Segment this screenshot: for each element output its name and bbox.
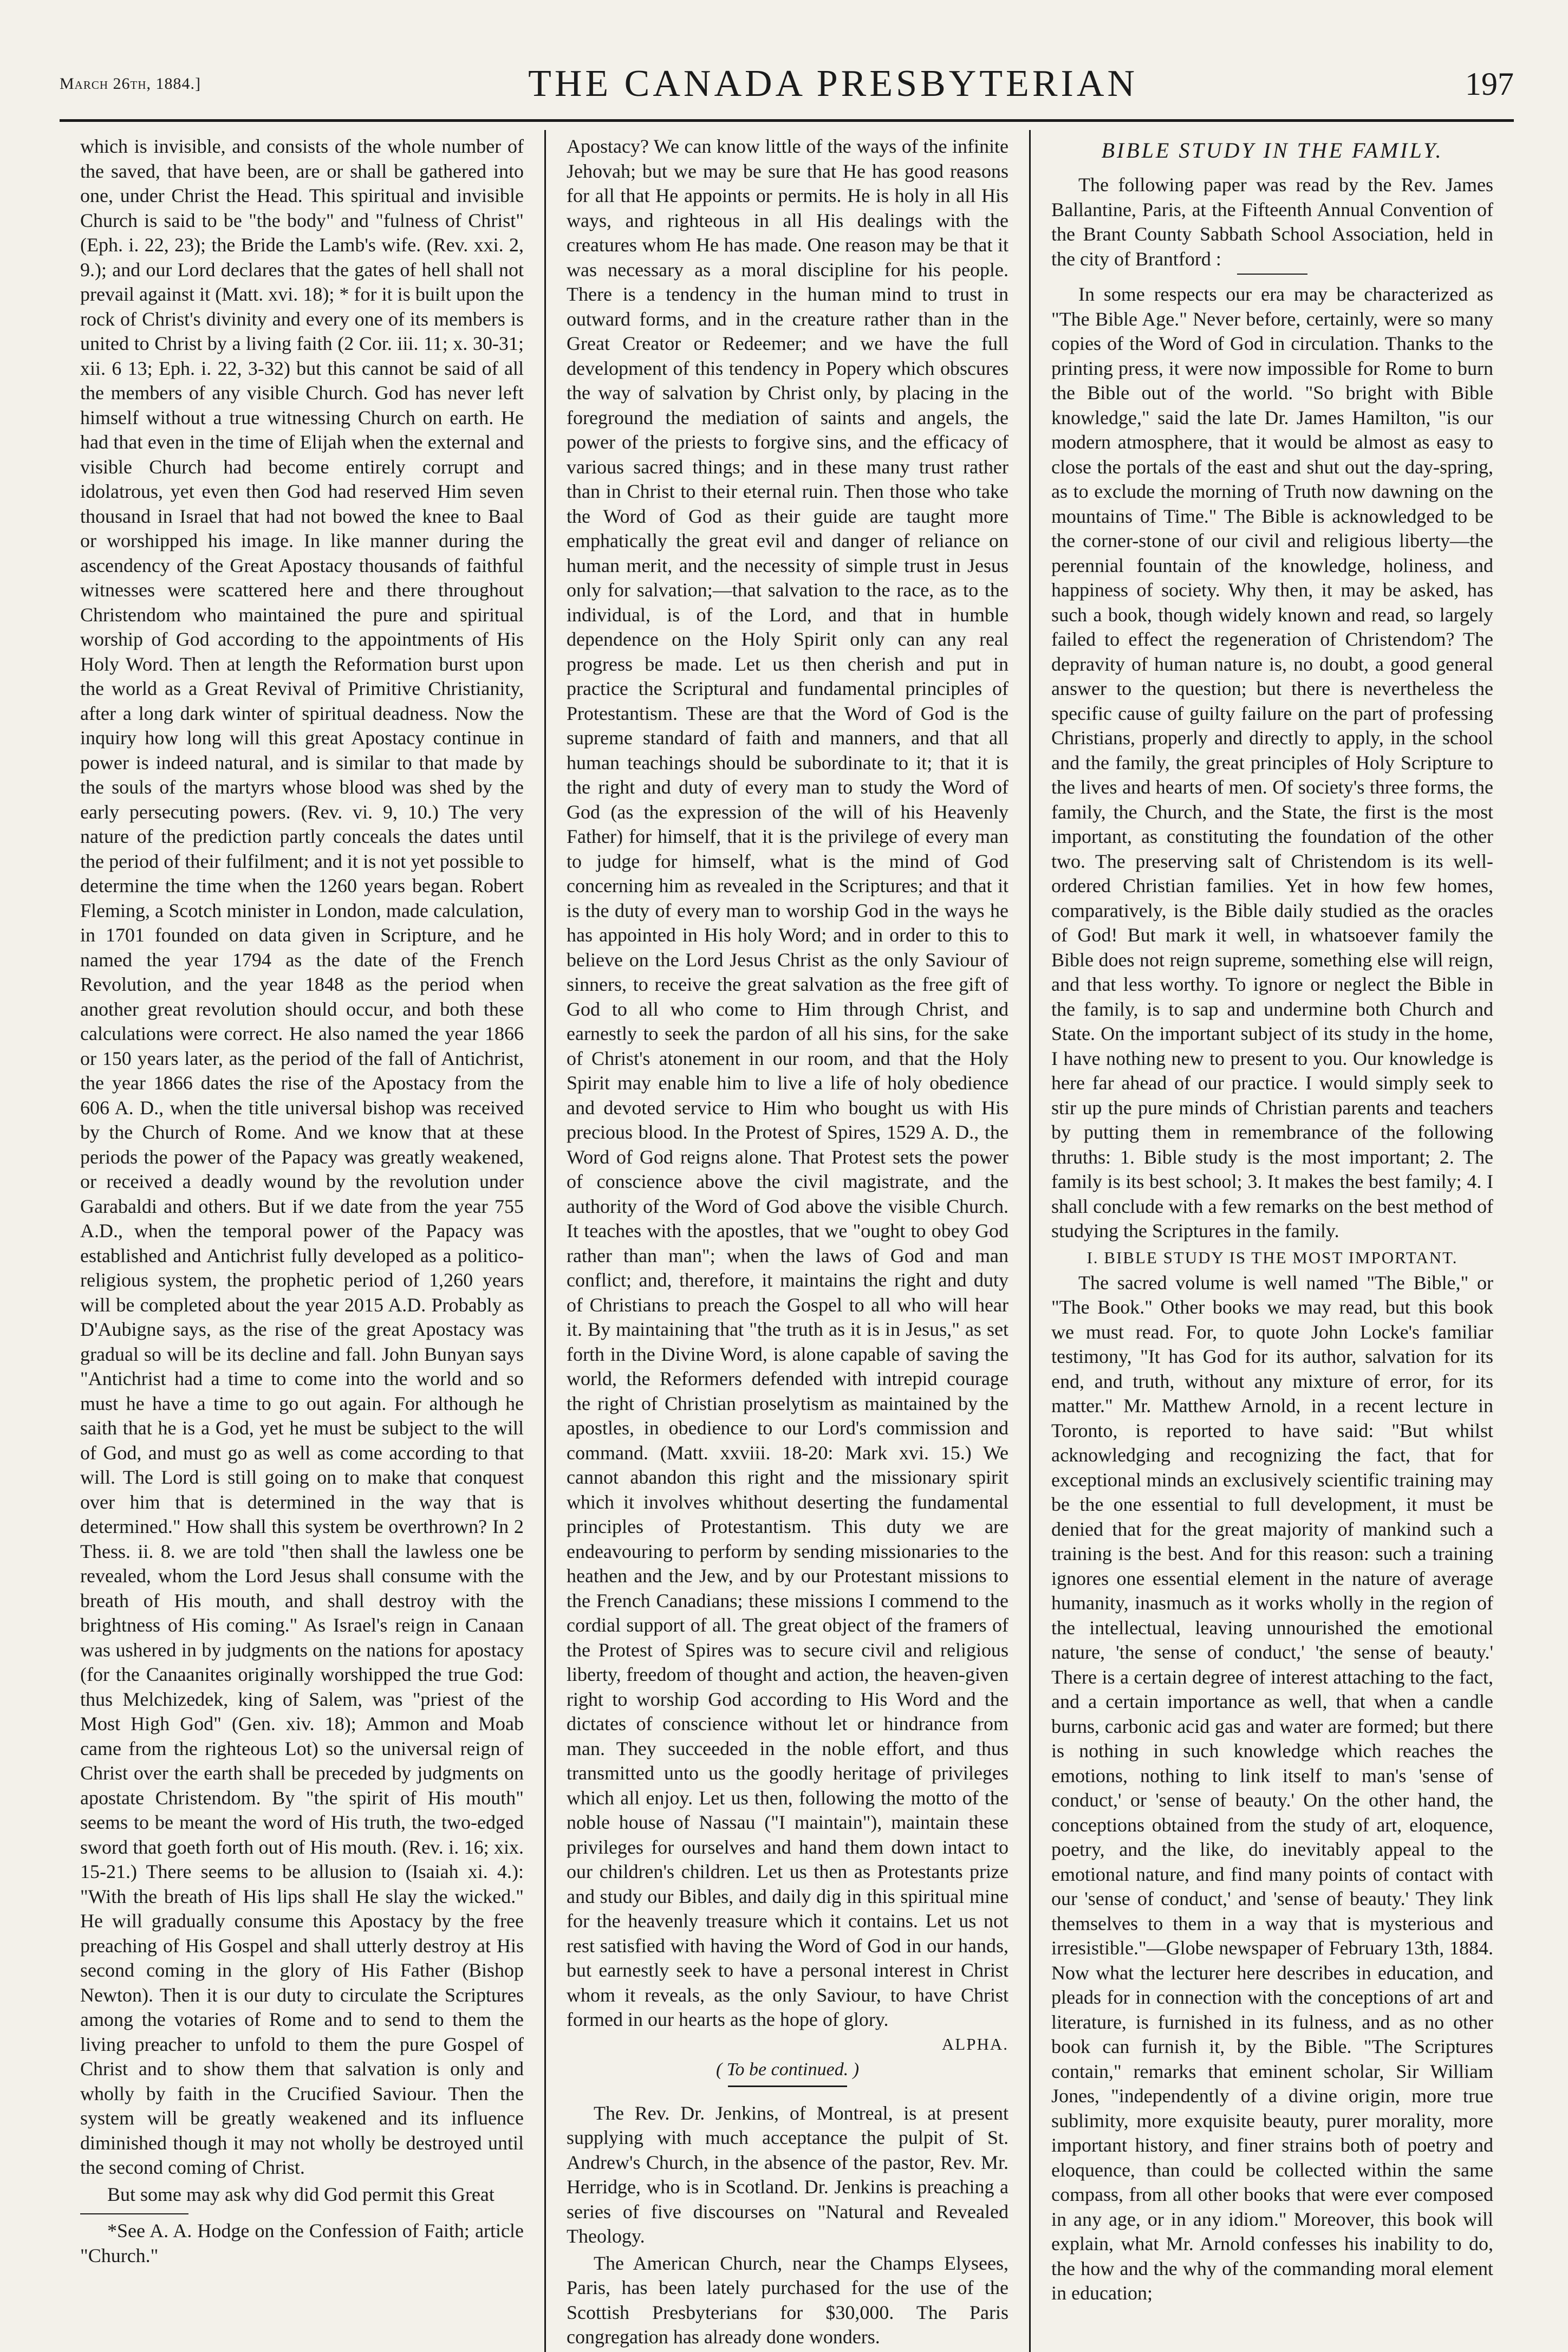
article-paragraph: which is invisible, and consists of the whole number of the saved, that have been, are or shall be gathered into one, under Christ the Head. This spiritual and invisible Church is said to be "the body" and "fulness of Christ" (Eph. i. 22, 23); the Bride the Lamb's wife. (Rev. xxi. 2, 9.); and our Lord declares that the gates of hell shall not prevail against it (Matt. xvi. 18); * for it is built upon the rock of Christ's divinity and every one of its members is united to Christ by a living faith (2 Cor. iii. 11; x. 30-31; xii. 6 13; Eph. i. 22, 3-32) but this cannot be said of all the members of any visible Church. God has never left himself without a true witnessing Church on earth. He had that even in the time of Elijah when the external and visible Church had become entirely corrupt and idolatrous, yet even then God had reserved Him seven thousand in Israel that had not bowed the knee to Baal or worshipped his image. In like manner during the ascendency of the Great Apostacy thousands of faithful witnesses were scattered here and there throughout Christendom who maintained the pure and spiritual worship of God according to the appointments of His Holy Word. Then at length the Reformation burst upon the world as a Great Revival of Primitive Christianity, after a long dark winter of spiritual deadness. Now the inquiry how long will this great Apostacy continue in power is indeed natural, and is similar to that made by the souls of the martyrs whose blood was shed by the early persecuting powers. (Rev. vi. 9, 10.) The very nature of the prediction partly conceals the dates until the period of their fulfilment; and it is not yet possible to determine the time when the 1260 years began. Robert Fleming, a Scotch minister in London, made calculation, in 1701 founded on data given in Scripture, and he named the year 1794 as the date of the French Revolution, and the year 1848 as the period when another great revolution should occur, and both these calculations were correct. He also named the year 1866 or 150 years later, as the period of the fall of Antichrist, the year 1866 dates the rise of the Apostacy from the 606 A. D., when the title universal bishop was received by the Church of Rome. And we know that at these periods the power of the Papacy was greatly weakened, or received a deadly wound by the revolution under Garabaldi and others. But if we date from the year 755 A.D., when the temporal power of the Papacy was established and Antichrist fully developed as a politico-religious system, the prophetic period of 1,260 years will be completed about the year 2015 A.D. Probably as D'Aubigne says, as the rise of the great Apostacy was gradual so will be its decline and fall. John Bunyan says "Antichrist had a time to come into the world and so must he have a time to go out again. For although he saith that he is a God, yet he must be subject to the will of God, and must go as well as come according to that will. The Lord is still going on to make that conquest over him that is determined in the way that is determined." How shall this system be overthrown? In 2 Thess. ii. 8. we are told "then shall the lawless one be revealed, whom the Lord Jesus shall consume with the breath of His mouth, and shall destroy with the brightness of His coming." As Israel's reign in Canaan was ushered in by judgments on the nations for apostacy (for the Canaanites originally worshipped the true God: thus Melchizedek, king of Salem, was "priest of the Most High God" (Gen. xiv. 18); Ammon and Moab came from the righteous Lot) so the universal reign of Christ over the earth shall be preceded by judgments on apostate Christendom. By "the spirit of His mouth" seems to be meant the word of His truth, the two-edged sword that goeth forth out of His mouth. (Rev. i. 16; xix. 15-21.) There seems to be allusion to (Isaiah xi. 4.): "With the breath of His lips shall He slay the wicked." He will gradually consume this Apostacy by the free preaching of His Gospel and shall utterly destroy at His second coming in the glory of His Father (Bishop Newton). Then it is our duty to circulate the Scriptures among the votaries of Rome and to send to them the living preacher to unfold to them the pure Gospel of Christ and to show them that salvation is only and wholly by faith in the Crucified Saviour. Then the system will be greatly weakened and its influence diminished though it may not wholly be destroyed until the second coming of Christ.: [80, 135, 524, 2178]
article-paragraph: Apostacy? We can know little of the ways of the infinite Jehovah; but we may be sure that He has good reasons for all that He appoints or permits. He is holy in all His ways, and righteous in all His dealings with the creatures whom He has made. One reason may be that it was necessary as a moral discipline for his people. There is a tendency in the human mind to trust in outward forms, and in the creature rather than in the Great Creator or Redeemer; and we have the full development of this tendency in Popery which obscures the way of salvation by Christ only, by placing in the foreground the mediation of saints and angels, the power of the priests to forgive sins, and the efficacy of various sacred things; and in these many trust rather than in Christ to their eternal ruin. Then those who take the Word of God as their guide are taught more emphatically the great evil and danger of reliance on human merit, and the necessity of simple trust in Jesus only for salvation;—that salvation to the race, as to the individual, is of the Lord, and that in humble dependence on the Holy Spirit only can any real progress be made. Let us then cherish and put in practice the Scriptural and fundamental principles of Protestantism. These are that the Word of God is the supreme standard of faith and manners, and that all human teachings should be subordinate to it; that it is the right and duty of every man to study the Word of God (as the expression of the will of his Heavenly Father) for himself, that it is the privilege of every man to judge for himself, what is the mind of God concerning him as revealed in the Scriptures; and that it is the duty of every man to worship God in the ways he has appointed in His holy Word; and in order to this to believe on the Lord Jesus Christ as the only Saviour of sinners, to receive the great salvation as the free gift of God to all who come to Him through Christ, and earnestly to seek the pardon of all his sins, for the sake of Christ's atonement in our room, and that the Holy Spirit may enable him to live a life of holy obedience and devoted service to Him who bought us with His precious blood. In the Protest of Spires, 1529 A. D., the Word of God reigns alone. That Protest sets the power of conscience above the civil magistrate, and the authority of the Word of God above the visible Church. It teaches with the apostles, that we "ought to obey God rather than man"; when the laws of God and man conflict; and, therefore, it maintains the right and duty of Christians to preach the Gospel to all who will hear it. By maintaining that "the truth as it is in Jesus," as set forth in the Divine Word, is alone capable of saving the world, the Reformers defended with intrepid courage the right of Christian proselytism as maintained by the apostles, in obedience to our Lord's commission and command. (Matt. xxviii. 18-20: Mark xvi. 15.) We cannot abandon this right and the missionary spirit which it involves whithout deserting the fundamental principles of Protestantism. This duty we are endeavouring to perform by sending missionaries to the heathen and the Jew, and by our Protestant missions to the French Canadians; these missions I commend to the cordial support of all. The great object of the framers of the Protest of Spires was to secure civil and religious liberty, freedom of thought and action, the heaven-given right to worship God according to His Word and the dictates of conscience without let or hindrance from man. They succeeded in the noble effort, and thus transmitted unto us the goodly heritage of privileges which all enjoy. Let us then, following the motto of the noble house of Nassau ("I maintain"), maintain these privileges for ourselves and hand them down intact to our children's children. Let us then as Protestants prize and study our Bibles, and daily dig in this spiritual mine for the heavenly treasure which it contains. Let us not rest satisfied with having the Word of God in our hands, but earnestly seek to have a personal interest in Christ whom it reveals, as the only Saviour, to have Christ formed in our hearts as the hope of glory.: [567, 135, 1009, 2030]
article-heading: BIBLE STUDY IN THE FAMILY.: [1101, 138, 1443, 163]
masthead-title: THE CANADA PRESBYTERIAN: [528, 63, 1138, 105]
column-1: [60, 130, 544, 2352]
notice-paragraph: The Rev. Dr. Jenkins, of Montreal, is at present supplying with much acceptance the pulpit of St. Andrew's Church, in the absence of the pastor, Rev. Mr. Herridge, who is in Scotland. Dr. Jenkins is preaching a series of five discourses on "Natural and Revealed Theology.: [567, 2102, 1009, 2247]
page-header: [60, 60, 1514, 108]
signature: ALPHA.: [941, 2034, 1009, 2054]
article-paragraph: In some respects our era may be characterized as "The Bible Age." Never before, certainly, were so many copies of the Word of God in circulation. Thanks to the printing press, it were now impossible for Rome to burn the Bible out of the world. "So bright with Bible knowledge," said the late Dr. James Hamilton, "is our modern atmosphere, that it would be almost as easy to close the portals of the east and shut out the day-spring, as to exclude the morning of Truth now dawning on the mountains of Time." The Bible is acknowledged to be the corner-stone of our civil and religious liberty—the perennial fountain of the knowledge, holiness, and happiness of society. Why then, it may be asked, has such a book, though widely known and read, so largely failed to effect the regeneration of Christendom? The depravity of human nature is, no doubt, a good general answer to the question; but there is nevertheless the specific cause of guilty failure on the part of professing Christians, properly and directly to apply, in the school and the family, the great principles of Holy Scripture to the lives and hearts of men. Of society's three forms, the family, the Church, and the State, the first is the most important, as constituting the foundation of the other two. The preserving salt of Christendom is its well-ordered Christian families. Yet in how few homes, comparatively, is the Bible daily studied as the oracles of God! But mark it well, in whatsoever family the Bible does not reign supreme, something else will reign, and that less worthy. To ignore or neglect the Bible in the family, is to sap and undermine both Church and State. On the important subject of its study in the home, I have nothing new to present to you. Our knowledge is here far ahead of our practice. I would simply seek to stir up the pure minds of Christian parents and teachers by putting them in remembrance of the following thruths: 1. Bible study is the most important; 2. The family is its best school; 3. It makes the best family; 4. I shall conclude with a few remarks on the best method of studying the Scriptures in the family.: [1051, 283, 1493, 1242]
column-2: [544, 130, 1029, 2352]
article-paragraph: But some may ask why did God permit this Great: [107, 2183, 495, 2205]
to-be-continued: ( To be continued. ): [715, 2059, 860, 2080]
notice-paragraph: The American Church, near the Champs Elysees, Paris, has been lately purchased for the use of the Scottish Presbyterians for $30,000. The Paris congregation has already done wonders.: [567, 2252, 1009, 2348]
header-rule: [60, 119, 1514, 122]
article-paragraph: The sacred volume is well named "The Bible," or "The Book." Other books we may read, but this book we must read. For, to quote John Locke's familiar testimony, "It has God for its author, salvation for its end, and truth, without any mixture of error, for its matter." Mr. Matthew Arnold, in a recent lecture in Toronto, is reported to have said: "But whilst acknowledging and recognizing the fact, that for exceptional minds an exclusively scientific training may be the one essential to full development, it must be denied that for the great majority of mankind such a training is the best. And for this reason: such a training ignores one essential element in the nature of average humanity, inasmuch as it works wholly in the region of the intellectual, leaving unnourished the emotional nature, 'the sense of conduct,' 'the sense of beauty.' There is a certain degree of interest attaching to the fact, and a certain importance as well, that when a candle burns, carbonic acid gas and water are formed; but there is nothing in such knowledge which reaches the emotions, nothing to link itself to man's 'sense of conduct,' or 'sense of beauty.' On the other hand, the conceptions obtained from the study of art, eloquence, poetry, and the like, do inevitably appeal to the emotional nature, and find many points of contact with our 'sense of conduct,' and 'sense of beauty.' They link themselves to them in a way that is mysterious and irresistible."—Globe newspaper of February 13th, 1884. Now what the lecturer here describes in education, and pleads for in connection with the conceptions of art and literature, is furnished in its fulness, and as no other book can furnish it, by the Bible. "The Scriptures contain," remarks that eminent scholar, Sir William Jones, "independently of a divine origin, more true sublimity, more exquisite beauty, purer morality, more important history, and finer strains both of poetry and eloquence, than could be collected within the same compass, from all other books that were ever composed in any age, or in any idiom." Moreover, this book will explain, what Mr. Arnold confesses his inability to do, the how and the why of the commanding moral element in education;: [1051, 1271, 1493, 2304]
columns: [60, 130, 1514, 2348]
article-intro: The following paper was read by the Rev. James Ballantine, Paris, at the Fifteenth Annual Convention of the Brant County Sabbath School Association, held in the city of Brantford :: [1051, 174, 1493, 270]
section-subheading: I. BIBLE STUDY IS THE MOST IMPORTANT.: [1086, 1248, 1458, 1267]
column-3: [1029, 130, 1514, 2352]
issue-date: March 26th, 1884.]: [60, 75, 201, 93]
section-divider: [728, 2085, 847, 2087]
footnote-rule: [80, 2213, 188, 2214]
intro-rule: [1237, 274, 1307, 275]
page-number: 197: [1465, 66, 1514, 102]
footnote: *See A. A. Hodge on the Confession of Faith; article "Church.": [80, 2220, 524, 2266]
